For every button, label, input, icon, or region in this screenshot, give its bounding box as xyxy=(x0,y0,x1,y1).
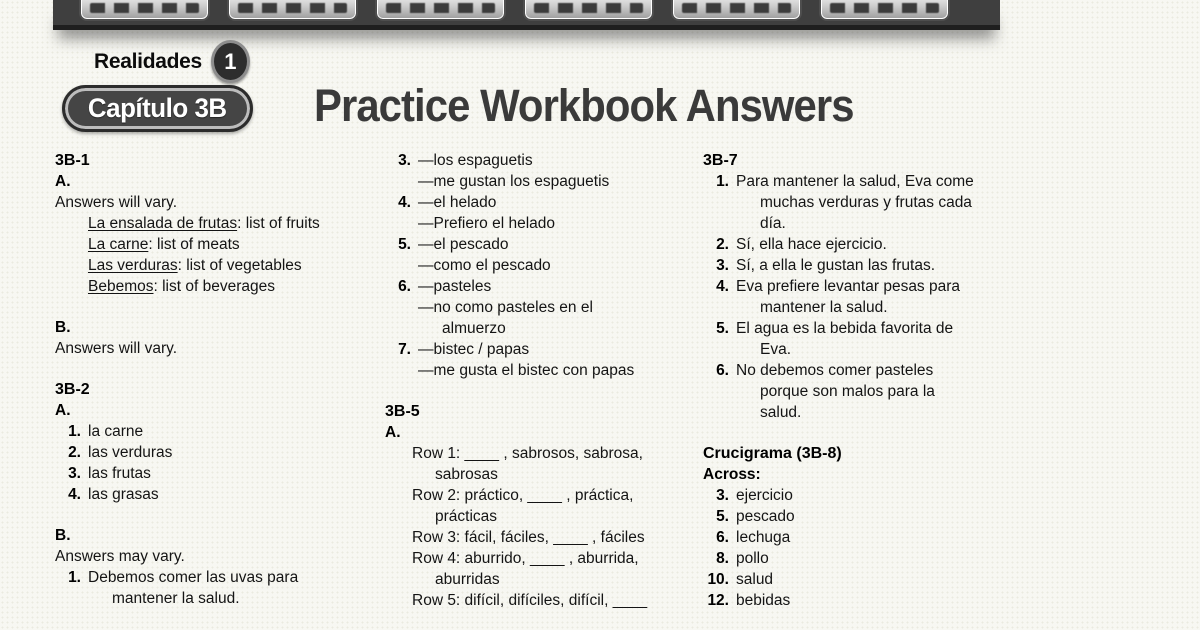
chapter-badge-label: Capítulo 3B xyxy=(88,93,227,123)
answer-text: la carne xyxy=(88,423,144,440)
answers-column-middle xyxy=(385,150,697,611)
spine-logo-marks xyxy=(238,3,347,13)
underlined-term: La ensalada de frutas xyxy=(88,215,238,232)
answer-number: 6. xyxy=(716,529,729,546)
numbered-answer xyxy=(55,484,390,505)
part-label: B. xyxy=(55,527,71,544)
numbered-answer xyxy=(385,234,697,255)
row-answer: Row 4: aburrido, ____ , aburrida, xyxy=(412,550,639,567)
textbook-spine-tile xyxy=(523,0,654,21)
row-answer: Row 2: práctico, ____ , práctica, xyxy=(412,487,634,504)
numbered-answer xyxy=(703,506,1038,527)
numbered-answer xyxy=(55,463,390,484)
answer-text: Eva prefiere levantar pesas para xyxy=(736,278,961,295)
part-label: Across: xyxy=(703,466,761,483)
answer-continuation: —me gusta el bistec con papas xyxy=(418,362,635,379)
answer-text: pollo xyxy=(736,550,769,567)
answer-continuation: —no como pasteles en el xyxy=(418,299,593,316)
answer-text: pescado xyxy=(736,508,795,525)
answer-wrap-line: día. xyxy=(760,215,786,232)
answer-text: —pasteles xyxy=(418,278,492,295)
term-definition: : list of beverages xyxy=(153,278,275,295)
textbook-spine-tile xyxy=(227,0,358,21)
textbook-spine-bar xyxy=(53,0,1000,30)
section-gap xyxy=(385,381,697,401)
answer-text: —los espaguetis xyxy=(418,152,533,169)
vocab-item xyxy=(55,276,390,297)
numbered-answer xyxy=(55,567,390,588)
answer-text: las frutas xyxy=(88,465,151,482)
answer-number: 3. xyxy=(68,465,81,482)
vocab-item xyxy=(55,213,390,234)
section-gap xyxy=(55,505,390,525)
answer-number: 4. xyxy=(68,486,81,503)
answer-text: Debemos comer las uvas para xyxy=(88,569,299,586)
row-answer: Row 5: difícil, difíciles, difícil, ____ xyxy=(412,592,648,609)
numbered-answer xyxy=(703,485,1038,506)
textbook-spine-tile xyxy=(79,0,210,21)
answer-number: 6. xyxy=(398,278,411,295)
part-label: A. xyxy=(55,402,71,419)
spine-logo-marks xyxy=(682,3,791,13)
answer-number: 4. xyxy=(716,278,729,295)
answer-text: Answers will vary. xyxy=(55,340,178,357)
answer-text: Sí, ella hace ejercicio. xyxy=(736,236,887,253)
numbered-answer xyxy=(55,442,390,463)
section-gap xyxy=(55,297,390,317)
textbook-spine-tile xyxy=(375,0,506,21)
answer-text: Sí, a ella le gustan las frutas. xyxy=(736,257,936,274)
numbered-answer xyxy=(55,421,390,442)
row-answer: Row 3: fácil, fáciles, ____ , fáciles xyxy=(412,529,645,546)
underlined-term: Las verduras xyxy=(88,257,178,274)
part-label: A. xyxy=(385,424,401,441)
section-heading: 3B-7 xyxy=(703,152,738,169)
answer-number: 2. xyxy=(716,236,729,253)
row-wrap-line: sabrosas xyxy=(435,466,498,483)
brand-logo xyxy=(94,40,250,83)
row-wrap-line: prácticas xyxy=(435,508,498,525)
vocab-item xyxy=(55,234,390,255)
answer-text: No debemos comer pasteles xyxy=(736,362,934,379)
level-number: 1 xyxy=(224,48,237,74)
numbered-answer xyxy=(385,150,697,171)
numbered-answer xyxy=(703,569,1038,590)
row-answer: Row 1: ____ , sabrosos, sabrosa, xyxy=(412,445,643,462)
answer-text: salud xyxy=(736,571,774,588)
numbered-answer xyxy=(385,276,697,297)
underlined-term: La carne xyxy=(88,236,149,253)
answer-wrap-line: salud. xyxy=(760,404,802,421)
part-label: A. xyxy=(55,173,71,190)
answer-number: 3. xyxy=(716,257,729,274)
answer-text: Answers will vary. xyxy=(55,194,178,211)
answer-number: 3. xyxy=(398,152,411,169)
section-heading: Crucigrama (3B-8) xyxy=(703,445,842,462)
chapter-badge xyxy=(62,85,253,132)
part-label: B. xyxy=(55,319,71,336)
numbered-answer xyxy=(385,339,697,360)
answer-number: 8. xyxy=(716,550,729,567)
answer-text: ejercicio xyxy=(736,487,793,504)
answers-column-right xyxy=(703,150,1038,611)
numbered-answer xyxy=(385,192,697,213)
spine-logo-marks xyxy=(386,3,495,13)
numbered-answer xyxy=(703,171,1038,192)
section-gap xyxy=(55,359,390,379)
numbered-answer xyxy=(703,527,1038,548)
answer-wrap-line: porque son malos para la xyxy=(760,383,935,400)
term-definition: : list of vegetables xyxy=(177,257,302,274)
answer-number: 1. xyxy=(68,423,81,440)
numbered-answer xyxy=(703,360,1038,381)
numbered-answer xyxy=(703,276,1038,297)
answer-continuation: —como el pescado xyxy=(418,257,551,274)
answer-wrap-line: almuerzo xyxy=(442,320,506,337)
answer-text: —el pescado xyxy=(418,236,509,253)
numbered-answer xyxy=(703,255,1038,276)
answer-number: 5. xyxy=(716,508,729,525)
brand-text: Realidades xyxy=(94,49,202,73)
answer-number: 4. xyxy=(398,194,411,211)
term-definition: : list of meats xyxy=(148,236,240,253)
answer-number: 2. xyxy=(68,444,81,461)
term-definition: : list of fruits xyxy=(237,215,320,232)
answer-number: 1. xyxy=(716,173,729,190)
numbered-answer xyxy=(703,548,1038,569)
answer-number: 7. xyxy=(398,341,411,358)
answers-column-left xyxy=(55,150,390,609)
row-wrap-line: aburridas xyxy=(435,571,500,588)
answer-text: bebidas xyxy=(736,592,791,609)
answer-text: Para mantener la salud, Eva come xyxy=(736,173,974,190)
answer-number: 10. xyxy=(707,571,729,588)
answer-text: El agua es la bebida favorita de xyxy=(736,320,954,337)
spine-logo-marks xyxy=(830,3,939,13)
spine-logo-marks xyxy=(534,3,643,13)
underlined-term: Bebemos xyxy=(88,278,154,295)
answer-number: 1. xyxy=(68,569,81,586)
answer-text: las verduras xyxy=(88,444,173,461)
section-heading: 3B-2 xyxy=(55,381,90,398)
answer-continuation: —me gustan los espaguetis xyxy=(418,173,610,190)
answer-text: Answers may vary. xyxy=(55,548,185,565)
level-badge xyxy=(211,40,250,83)
page-title: Practice Workbook Answers xyxy=(314,80,854,131)
section-heading: 3B-1 xyxy=(55,152,90,169)
answer-wrap-line: Eva. xyxy=(760,341,792,358)
answer-number: 12. xyxy=(707,592,729,609)
answer-continuation: —Prefiero el helado xyxy=(418,215,555,232)
answer-number: 5. xyxy=(398,236,411,253)
answer-number: 3. xyxy=(716,487,729,504)
answer-number: 5. xyxy=(716,320,729,337)
answer-wrap-line: mantener la salud. xyxy=(112,590,240,607)
answer-text: —el helado xyxy=(418,194,497,211)
answer-number: 6. xyxy=(716,362,729,379)
numbered-answer xyxy=(703,318,1038,339)
answer-wrap-line: muchas verduras y frutas cada xyxy=(760,194,972,211)
textbook-spine-tile xyxy=(671,0,802,21)
section-gap xyxy=(703,423,1038,443)
textbook-spine-tile xyxy=(819,0,950,21)
numbered-answer xyxy=(703,590,1038,611)
answer-text: lechuga xyxy=(736,529,791,546)
answer-wrap-line: mantener la salud. xyxy=(760,299,888,316)
spine-logo-marks xyxy=(90,3,199,13)
numbered-answer xyxy=(703,234,1038,255)
answer-text: las grasas xyxy=(88,486,159,503)
answer-text: —bistec / papas xyxy=(418,341,530,358)
section-heading: 3B-5 xyxy=(385,403,420,420)
vocab-item xyxy=(55,255,390,276)
